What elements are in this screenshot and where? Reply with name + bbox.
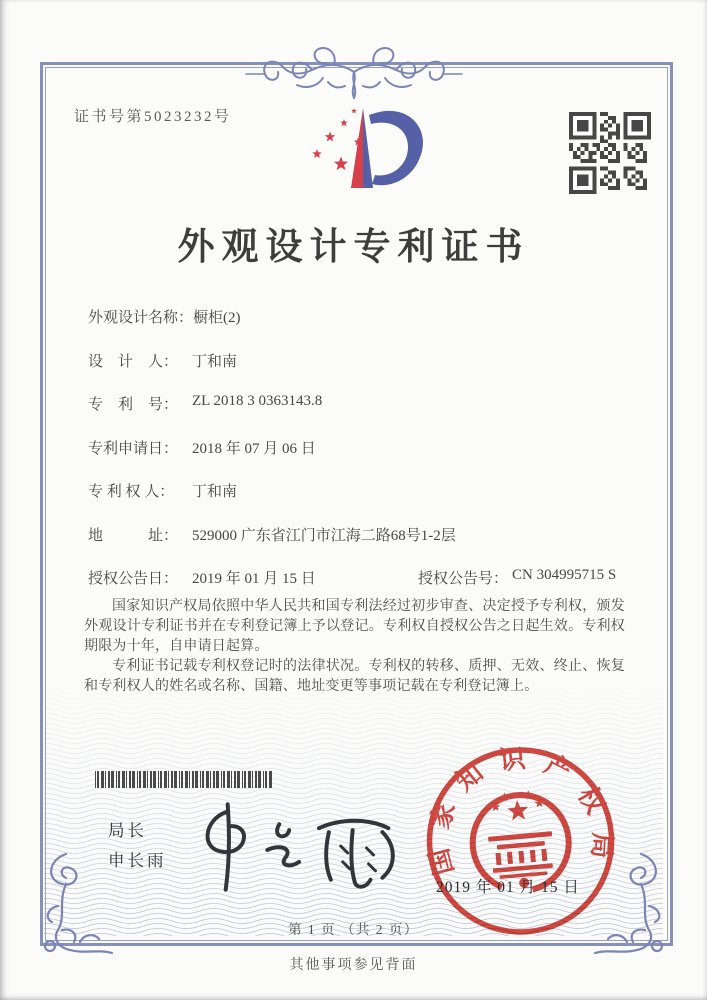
certificate-number: 证书号第5023232号 (74, 109, 232, 125)
field-value: 丁和南 (192, 354, 238, 370)
field-row-patent-number (88, 393, 648, 414)
field-row-address (88, 524, 648, 545)
official-seal (412, 727, 629, 944)
page-number: 第 1 页 （共 2 页） (288, 922, 419, 937)
field-value: 2018 年 07 月 06 日 (192, 441, 316, 457)
field-label: 专利申请日： (88, 441, 179, 457)
field-value: 橱柜(2) (193, 310, 241, 326)
field-label: 设 计 人： (88, 354, 179, 370)
signer-block (108, 816, 167, 876)
grant-date-value: 2019 年 01 月 15 日 (192, 571, 316, 587)
field-row-filing-date (88, 437, 648, 458)
field-label: 外观设计名称： (88, 310, 194, 326)
field-value: 丁和南 (192, 484, 238, 500)
field-row-design-name (88, 306, 648, 327)
director-signature (192, 798, 430, 898)
qr-code (569, 112, 651, 194)
field-label: 专 利 权 人： (88, 484, 175, 500)
cnipa-logo-icon (297, 94, 437, 204)
field-value: ZL 2018 3 0363143.8 (192, 393, 323, 409)
field-value: 529000 广东省江门市江海二路68号1-2层 (192, 528, 456, 544)
seal-date: 2019 年 01 月 15 日 (436, 879, 580, 896)
grant-number-group (418, 567, 616, 588)
field-row-grant (88, 567, 648, 588)
signer-name: 申长雨 (108, 852, 167, 870)
legal-paragraph-1: 国家知识产权局依照中华人民共和国专利法经过初步审查、决定授予专利权，颁发外观设计专利证书并在专利登记簿上予以登记。专利权自授权公告之日起生效。专利权期限为十年，自申请日起算。 (84, 599, 625, 654)
barcode (95, 771, 275, 788)
legal-text-block (84, 597, 625, 697)
grant-number-label: 授权公告号： (418, 571, 509, 587)
field-row-patentee (88, 480, 648, 501)
signer-title: 局长 (108, 822, 147, 840)
field-label: 专 利 号： (88, 397, 179, 413)
certificate-title: 外观设计专利证书 (177, 227, 530, 268)
grant-number-value: CN 304995715 S (512, 567, 617, 583)
grant-date-label: 授权公告日： (88, 571, 179, 587)
seal-agency-text: 国家知识产权局 (424, 743, 618, 878)
legal-paragraph-2: 专利证书记载专利权登记时的法律状况。专利权的转移、质押、无效、终止、恢复和专利权人的姓名或名称、国籍、地址变更等事项记载在专利登记簿上。 (84, 659, 625, 694)
reverse-side-note: 其他事项参见背面 (289, 958, 418, 973)
field-row-designer (88, 350, 648, 371)
field-label: 地 址： (88, 528, 179, 544)
